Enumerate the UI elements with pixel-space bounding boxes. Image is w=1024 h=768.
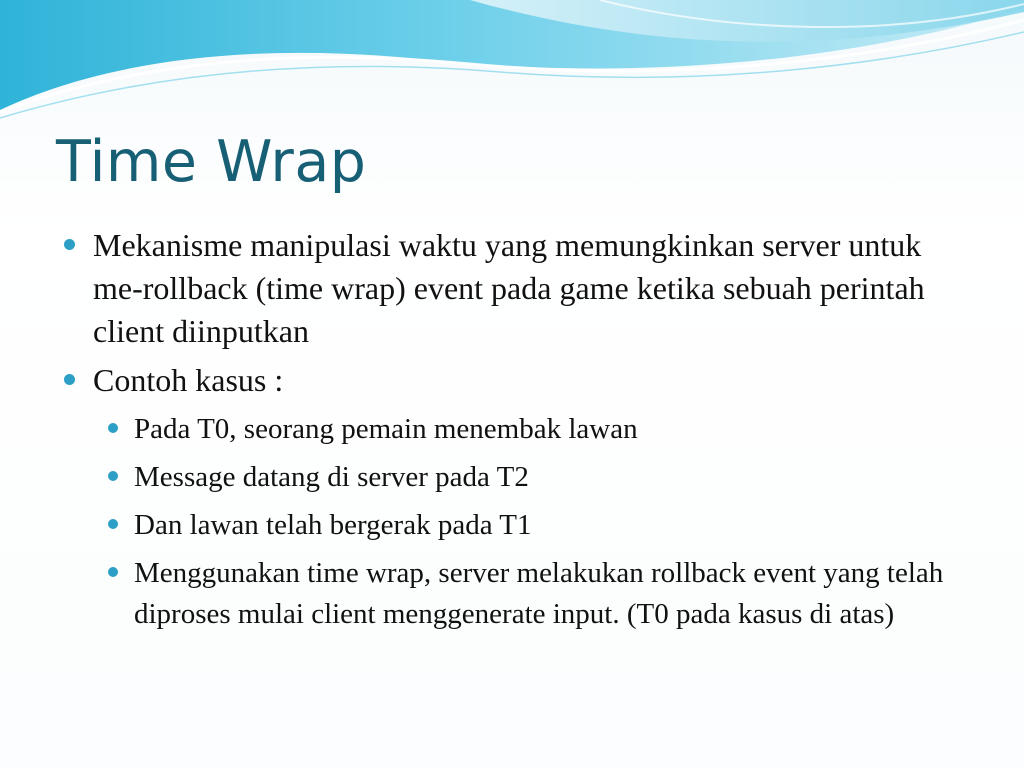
bullet-dot-icon — [108, 567, 118, 577]
sub-bullet-text: Menggunakan time wrap, server melakukan rollback event yang telah diproses mulai client menggenerate input. (T0 pada kasus di atas) — [134, 557, 944, 630]
bullet-item — [62, 359, 962, 402]
sub-bullet-text: Message datang di server pada T2 — [134, 461, 529, 493]
bullet-dot-icon — [108, 471, 118, 481]
bullet-dot-icon — [64, 239, 75, 250]
sub-bullet-item — [62, 553, 962, 635]
sub-bullet-text: Dan lawan telah bergerak pada T1 — [134, 509, 532, 541]
slide-body — [62, 224, 962, 635]
bullet-text: Mekanisme manipulasi waktu yang memungkinkan server untuk me-rollback (time wrap) event pada game ketika sebuah perintah client diinputkan — [93, 227, 925, 349]
sub-bullet-item — [62, 505, 962, 546]
sub-bullet-item — [62, 457, 962, 498]
bullet-item — [62, 224, 962, 353]
header-wave-decoration — [0, 0, 1024, 130]
bullet-dot-icon — [64, 374, 75, 385]
bullet-dot-icon — [108, 519, 118, 529]
bullet-dot-icon — [108, 423, 118, 433]
sub-bullet-text: Pada T0, seorang pemain menembak lawan — [134, 413, 638, 445]
sub-bullet-item — [62, 409, 962, 450]
bullet-text: Contoh kasus : — [93, 362, 284, 398]
slide-title: Time Wrap — [56, 129, 367, 195]
